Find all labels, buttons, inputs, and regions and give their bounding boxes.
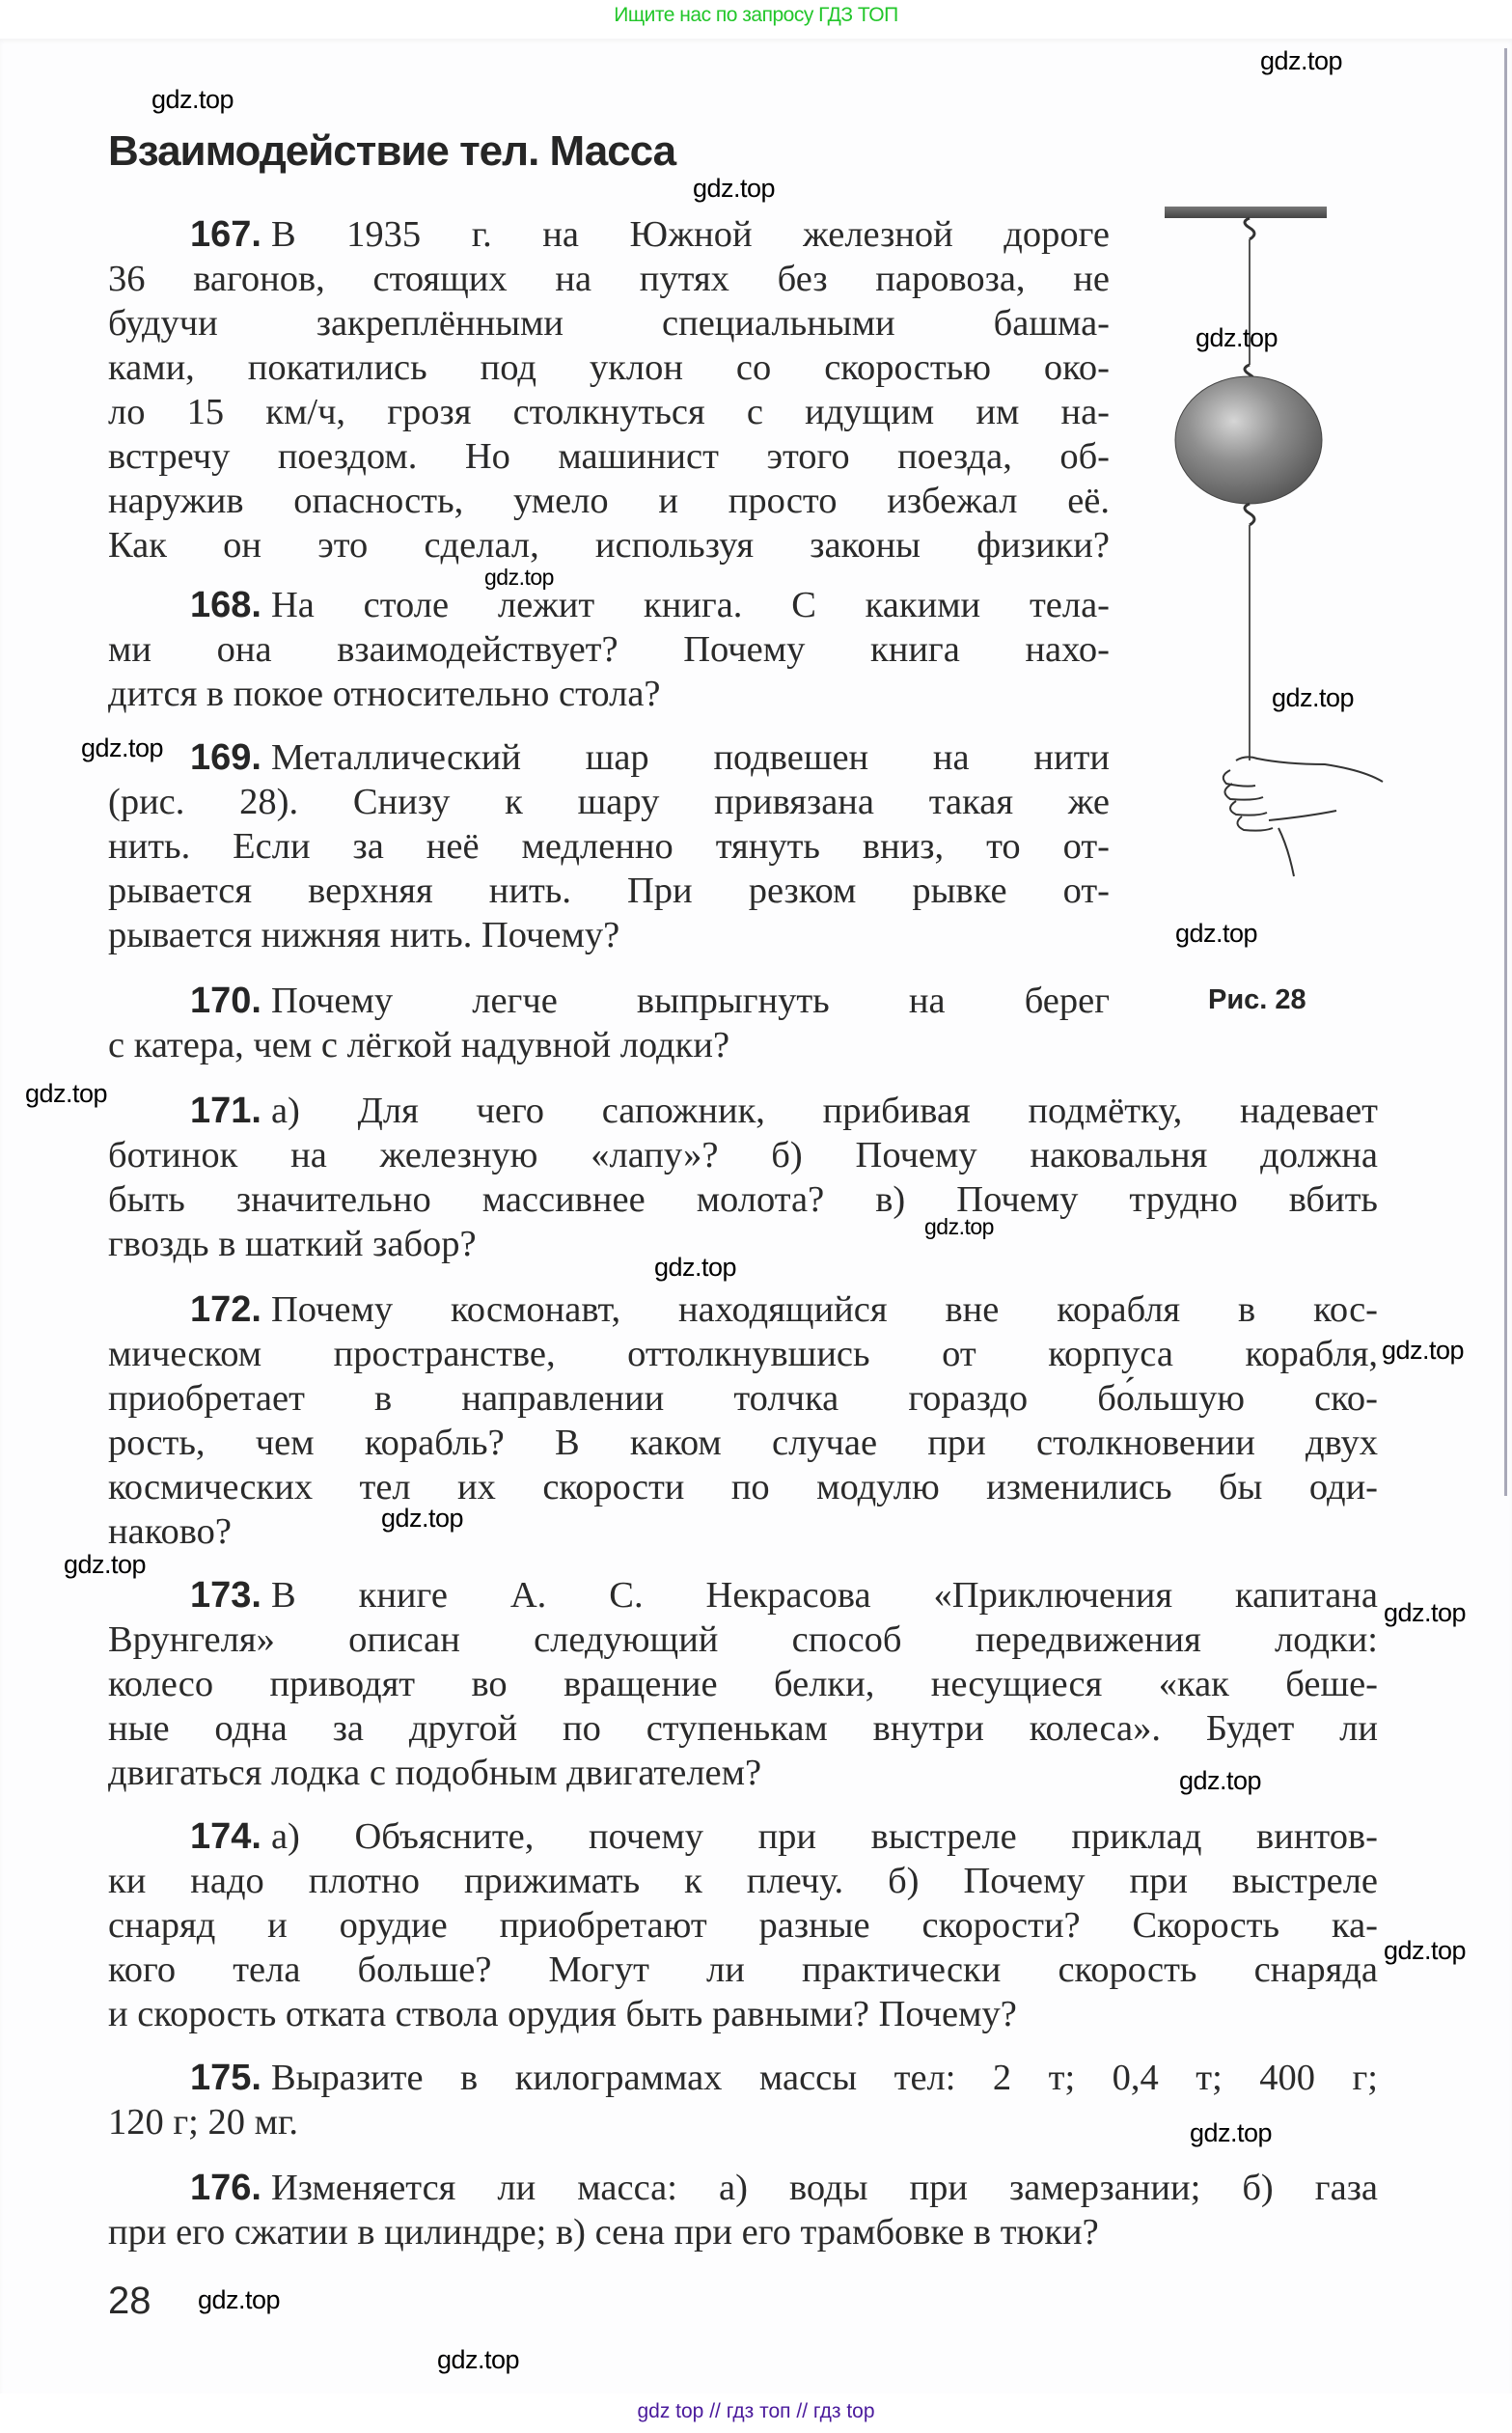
problem-number: 176. bbox=[190, 2168, 261, 2208]
hanging-ball-illustration-icon bbox=[1153, 203, 1385, 984]
problem-172-line: мическом пространстве, оттолкнувшись от корпуса корабля, bbox=[108, 1334, 1378, 1374]
problem-173-line: колесо приводят во вращение белки, несущиеся «как беше- bbox=[108, 1664, 1378, 1704]
watermark: gdz.top bbox=[1382, 1336, 1465, 1365]
watermark: gdz.top bbox=[484, 565, 554, 590]
problem-172-line: рость, чем корабль? В каком случае при столкновении двух bbox=[108, 1423, 1378, 1463]
problem-171-line bbox=[108, 1089, 1378, 1133]
watermark: gdz.top bbox=[151, 85, 234, 114]
problem-text: Почему легче выпрыгнуть на берег bbox=[270, 981, 1110, 1021]
problem-text: Выразите в килограммах массы тел: 2 т; 0,4 т; 400 г; bbox=[270, 2058, 1378, 2098]
problem-172-line: наково? bbox=[108, 1511, 232, 1552]
problem-text: В книге А. С. Некрасова «Приключения капитана bbox=[270, 1575, 1378, 1616]
problem-172-line: космических тел их скорости по модулю изменились бы оди- bbox=[108, 1467, 1378, 1507]
watermark: gdz.top bbox=[25, 1079, 108, 1108]
problem-173-line: Врунгеля» описан следующий способ передвижения лодки: bbox=[108, 1619, 1378, 1660]
problem-175-line: 120 г; 20 мг. bbox=[108, 2102, 299, 2143]
problem-text: Металлический шар подвешен на нити bbox=[270, 737, 1110, 778]
problem-171-line: гвоздь в шаткий забор? bbox=[108, 1224, 477, 1264]
problem-174-line bbox=[108, 1814, 1378, 1859]
page-number: 28 bbox=[108, 2280, 151, 2322]
problem-175-line bbox=[108, 2056, 1378, 2100]
problem-number: 171. bbox=[190, 1091, 261, 1131]
problem-172-line: приобретает в направлении толчка гораздо бо́льшую ско- bbox=[108, 1378, 1378, 1419]
problem-text: а) Для чего сапожник, прибивая подмётку, надевает bbox=[270, 1091, 1378, 1131]
problem-174-line: снаряд и орудие приобретают разные скорости? Скорость ка- bbox=[108, 1905, 1378, 1946]
footer-links bbox=[0, 2393, 1512, 2433]
problem-173-line bbox=[108, 1573, 1378, 1617]
watermark: gdz.top bbox=[693, 174, 776, 203]
figure-caption: Рис. 28 bbox=[1208, 984, 1306, 1015]
problem-text: На столе лежит книга. С какими тела- bbox=[270, 585, 1110, 625]
problem-170-line: с катера, чем с лёгкой надувной лодки? bbox=[108, 1025, 730, 1065]
watermark: gdz.top bbox=[198, 2285, 281, 2314]
problem-text: а) Объясните, почему при выстреле приклад винтов- bbox=[270, 1816, 1378, 1857]
problem-text: Изменяется ли масса: а) воды при замерзании; б) газа bbox=[270, 2168, 1378, 2208]
watermark: gdz.top bbox=[654, 1253, 737, 1282]
problem-169-line: нить. Если за неё медленно тянуть вниз, то от- bbox=[108, 826, 1110, 867]
problem-169-line: (рис. 28). Снизу к шару привязана такая же bbox=[108, 782, 1110, 822]
watermark: gdz.top bbox=[1272, 683, 1355, 712]
problem-167-line: 36 вагонов, стоящих на путях без паровоза, не bbox=[108, 259, 1110, 299]
problem-167-line bbox=[108, 212, 1110, 257]
problem-number: 175. bbox=[190, 2058, 261, 2098]
problem-176-line: при его сжатии в цилиндре; в) сена при его трамбовке в тюки? bbox=[108, 2212, 1099, 2253]
problem-167-line: наружив опасность, умело и просто избежал её. bbox=[108, 481, 1110, 521]
problem-168-line: ми она взаимодействует? Почему книга нахо- bbox=[108, 629, 1110, 670]
problem-text: В 1935 г. на Южной железной дороге bbox=[270, 214, 1110, 255]
problem-number: 167. bbox=[190, 214, 261, 255]
problem-171-line: быть значительно массивнее молота? в) Почему трудно вбить bbox=[108, 1179, 1378, 1220]
watermark: gdz.top bbox=[1384, 1598, 1467, 1627]
problem-number: 174. bbox=[190, 1816, 261, 1857]
problem-174-line: кого тела больше? Могут ли практически скорость снаряда bbox=[108, 1949, 1378, 1990]
problem-167-line: ло 15 км/ч, грозя столкнуться с идущим им на- bbox=[108, 392, 1110, 432]
problem-169-line bbox=[108, 735, 1110, 780]
problem-167-line: будучи закреплёнными специальными башма- bbox=[108, 303, 1110, 344]
problem-number: 170. bbox=[190, 981, 261, 1021]
problem-number: 169. bbox=[190, 737, 261, 778]
page-edge-divider bbox=[1504, 48, 1507, 1496]
section-title: Взаимодействие тел. Масса bbox=[108, 127, 676, 175]
problem-171-line: ботинок на железную «лапу»? б) Почему наковальня должна bbox=[108, 1135, 1378, 1175]
watermark: gdz.top bbox=[1384, 1936, 1467, 1965]
problem-167-line: ками, покатились под уклон со скоростью око- bbox=[108, 347, 1110, 388]
problem-167-line: Как он это сделал, используя законы физики? bbox=[108, 525, 1110, 566]
problem-174-line: и скорость отката ствола орудия быть равными? Почему? bbox=[108, 1994, 1017, 2034]
figure-28 bbox=[1153, 203, 1385, 984]
problem-172-line bbox=[108, 1287, 1378, 1332]
watermark: gdz.top bbox=[1175, 919, 1258, 948]
watermark: gdz.top bbox=[381, 1504, 464, 1533]
watermark: gdz.top bbox=[1179, 1766, 1262, 1795]
problem-168-line: дится в покое относительно стола? bbox=[108, 674, 661, 714]
problem-176-line bbox=[108, 2166, 1378, 2210]
problem-173-line: ные одна за другой по ступенькам внутри колеса». Будет ли bbox=[108, 1708, 1378, 1749]
problem-174-line: ки надо плотно прижимать к плечу. б) Почему при выстреле bbox=[108, 1861, 1378, 1901]
banner-text[interactable]: Ищите нас по запросу ГДЗ ТОП bbox=[614, 4, 898, 26]
watermark: gdz.top bbox=[81, 733, 164, 762]
watermark: gdz.top bbox=[64, 1550, 147, 1579]
problem-170-line bbox=[108, 979, 1110, 1023]
problem-169-line: рывается верхняя нить. При резком рывке от- bbox=[108, 871, 1110, 911]
watermark: gdz.top bbox=[437, 2345, 520, 2374]
watermark: gdz.top bbox=[1190, 2118, 1273, 2147]
problem-text: Почему космонавт, находящийся вне корабля в кос- bbox=[270, 1289, 1378, 1330]
top-banner bbox=[0, 0, 1512, 39]
problem-167-line: встречу поездом. Но машинист этого поезда, об- bbox=[108, 436, 1110, 477]
problem-number: 173. bbox=[190, 1575, 261, 1616]
problem-number: 168. bbox=[190, 585, 261, 625]
footer-text[interactable]: gdz top // гдз топ // гдз top bbox=[637, 2400, 875, 2422]
problem-number: 172. bbox=[190, 1289, 261, 1330]
problem-173-line: двигаться лодка с подобным двигателем? bbox=[108, 1753, 762, 1793]
watermark: gdz.top bbox=[1196, 323, 1278, 352]
watermark: gdz.top bbox=[1260, 46, 1343, 75]
problem-169-line: рывается нижняя нить. Почему? bbox=[108, 915, 620, 955]
watermark: gdz.top bbox=[924, 1214, 994, 1239]
problem-168-line bbox=[108, 583, 1110, 627]
